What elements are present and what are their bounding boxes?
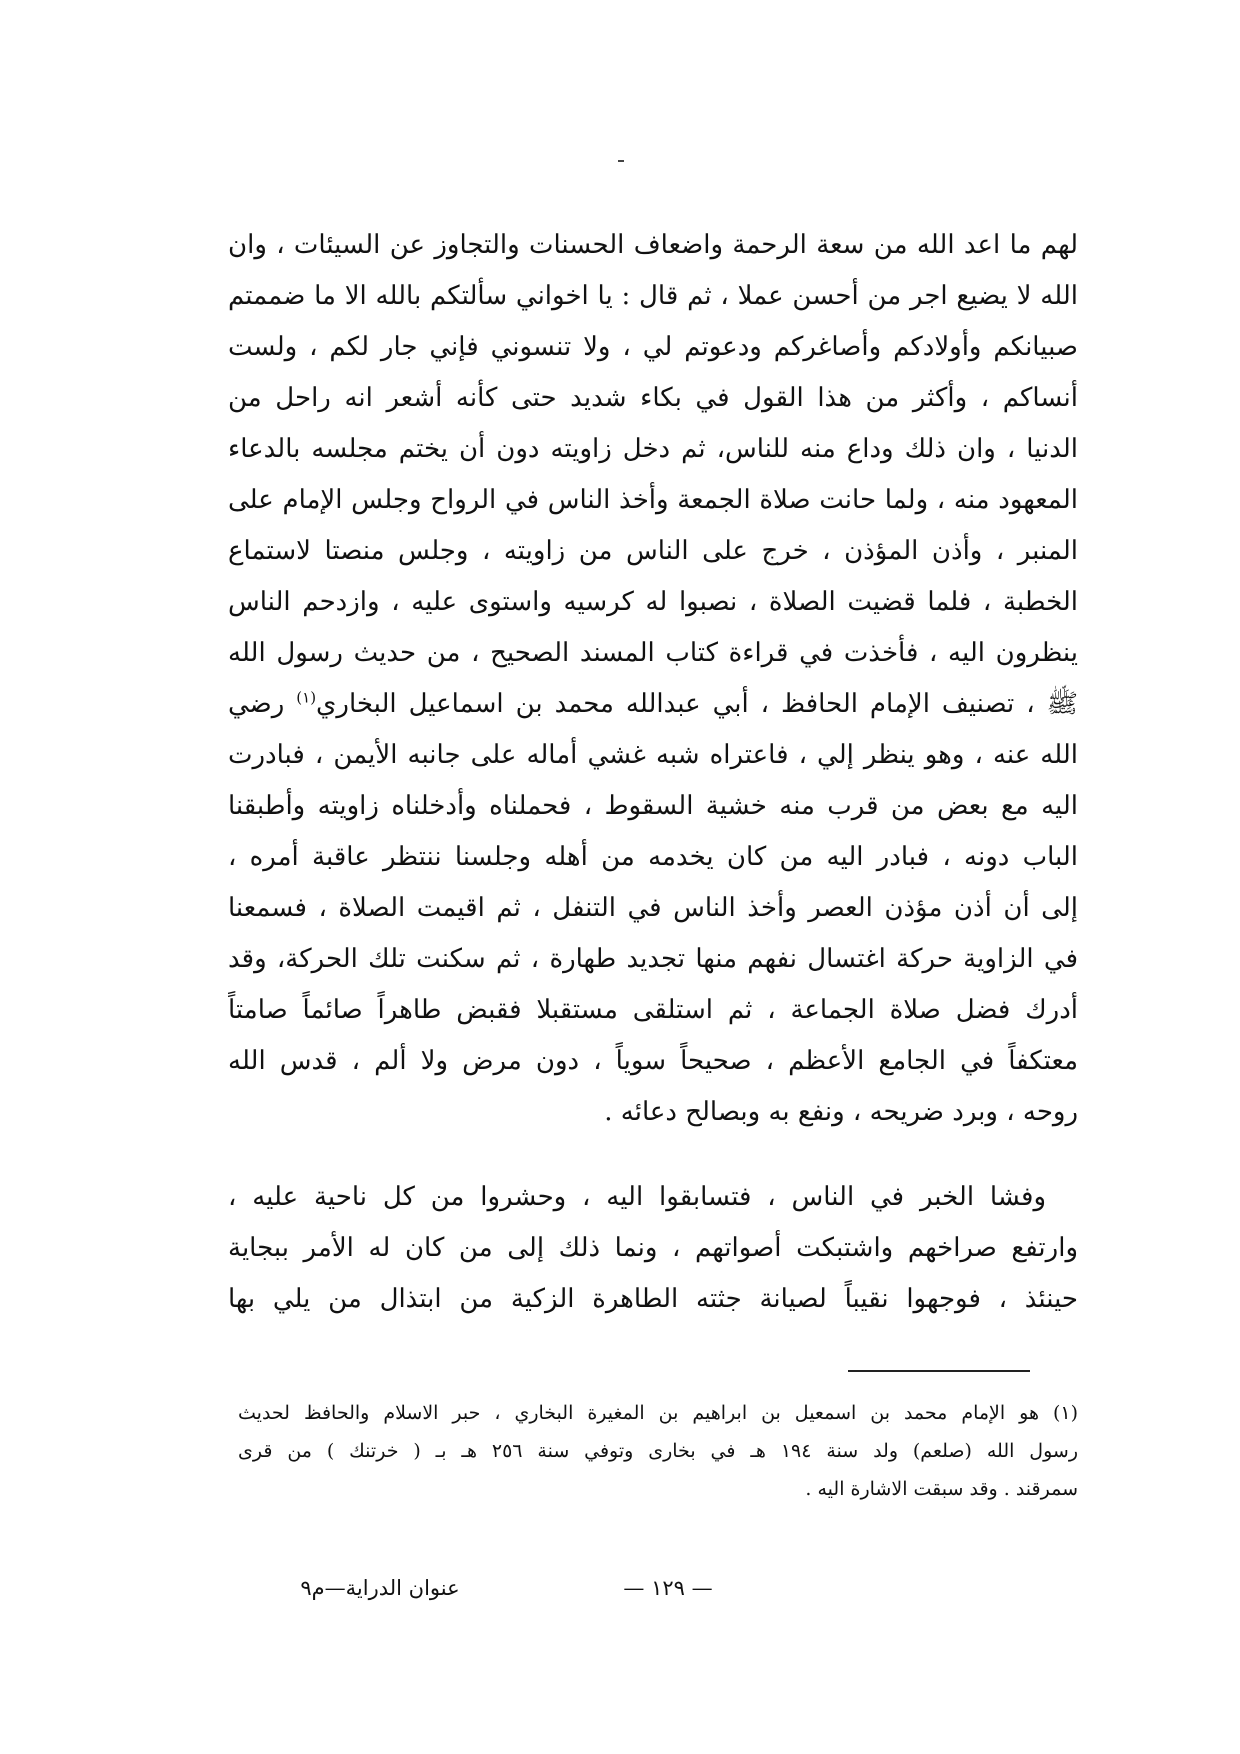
footnote-reference[interactable]: (١) <box>296 688 317 707</box>
text-line: صبيانكم وأولادكم وأصاغركم ودعوتم لي ، ولا تنسوني فإني جار لكم ، ولست <box>228 332 1078 362</box>
text-line: وارتفع صراخهم واشتبكت أصواتهم ، ونما ذلك إلى من كان له الأمر ببجاية <box>228 1233 1078 1263</box>
text-line: الخطبة ، فلما قضيت الصلاة ، نصبوا له كرسيه واستوى عليه ، وازدحم الناس <box>228 587 1078 617</box>
text-line: روحه ، وبرد ضريحه ، ونفع به وبصالح دعائه . <box>604 1097 1078 1127</box>
text-line: في الزاوية حركة اغتسال نفهم منها تجديد طهارة ، ثم سكنت تلك الحركة، وقد <box>228 944 1078 974</box>
text-line: ينظرون اليه ، فأخذت في قراءة كتاب المسند الصحيح ، من حديث رسول الله <box>228 638 1078 668</box>
footnote-line: رسول الله (صلعم) ولد سنة ١٩٤ هـ في بخارى وتوفي سنة ٢٥٦ هـ بـ ( خرتنك ) من قرى <box>238 1440 1078 1462</box>
paragraph-gap <box>228 1138 1078 1172</box>
text-line: الباب دونه ، فبادر اليه من كان يخدمه من أهله وجلسنا ننتظر عاقبة أمره ، <box>228 842 1078 872</box>
text-line: المعهود منه ، ولما حانت صلاة الجمعة وأخذ الناس في الرواح وجلس الإمام على <box>228 485 1078 515</box>
text-line: الله لا يضيع اجر من أحسن عملا ، ثم قال : يا اخواني سألتكم بالله الا ما ضممتم <box>228 281 1078 311</box>
text-line: حينئذ ، فوجهوا نقيباً لصيانة جثته الطاهرة الزكية من ابتذال من يلي بها <box>228 1284 1078 1314</box>
running-title: عنوان الدراية—م٩ <box>300 1576 460 1600</box>
page-number: — ١٢٩ — <box>623 1576 713 1600</box>
text-fragment: رضي <box>228 689 297 719</box>
main-text-block <box>228 220 1078 1325</box>
footnote-separator <box>848 1370 1030 1372</box>
footnote-line: سمرقند . وقد سبقت الاشارة اليه . <box>805 1478 1078 1500</box>
text-line: أنساكم ، وأكثر من هذا القول في بكاء شديد حتى كأنه أشعر انه راحل من <box>228 383 1078 413</box>
text-line <box>228 679 1078 730</box>
footnote-line: (١) هو الإمام محمد بن اسمعيل بن ابراهيم بن المغيرة البخاري ، حبر الاسلام والحافظ لحديث <box>238 1402 1078 1424</box>
text-line: إلى أن أذن مؤذن العصر وأخذ الناس في التنفل ، ثم اقيمت الصلاة ، فسمعنا <box>228 893 1078 923</box>
decorative-mark <box>618 160 624 162</box>
text-line: معتكفاً في الجامع الأعظم ، صحيحاً سوياً ، دون مرض ولا ألم ، قدس الله <box>228 1046 1078 1076</box>
footnote-block <box>238 1394 1078 1508</box>
text-line: الله عنه ، وهو ينظر إلي ، فاعتراه شبه غشي أماله على جانبه الأيمن ، فبادرت <box>228 740 1078 770</box>
text-line: اليه مع بعض من قرب منه خشية السقوط ، فحملناه وأدخلناه زاويته وأطبقنا <box>228 791 1078 821</box>
text-fragment: ﷺ ، تصنيف الإمام الحافظ ، أبي عبدالله محمد بن اسماعيل البخاري <box>316 689 1078 719</box>
text-line: المنبر ، وأذن المؤذن ، خرج على الناس من زاويته ، وجلس منصتا لاستماع <box>228 536 1078 566</box>
text-line: أدرك فضل صلاة الجماعة ، ثم استلقى مستقبلا فقبض طاهراً صائماً صامتاً <box>228 995 1078 1025</box>
text-line: وفشا الخبر في الناس ، فتسابقوا اليه ، وحشروا من كل ناحية عليه ، <box>228 1182 1046 1212</box>
text-line: الدنيا ، وان ذلك وداع منه للناس، ثم دخل زاويته دون أن يختم مجلسه بالدعاء <box>228 434 1078 464</box>
text-line: لهم ما اعد الله من سعة الرحمة واضعاف الحسنات والتجاوز عن السيئات ، وان <box>228 230 1078 260</box>
